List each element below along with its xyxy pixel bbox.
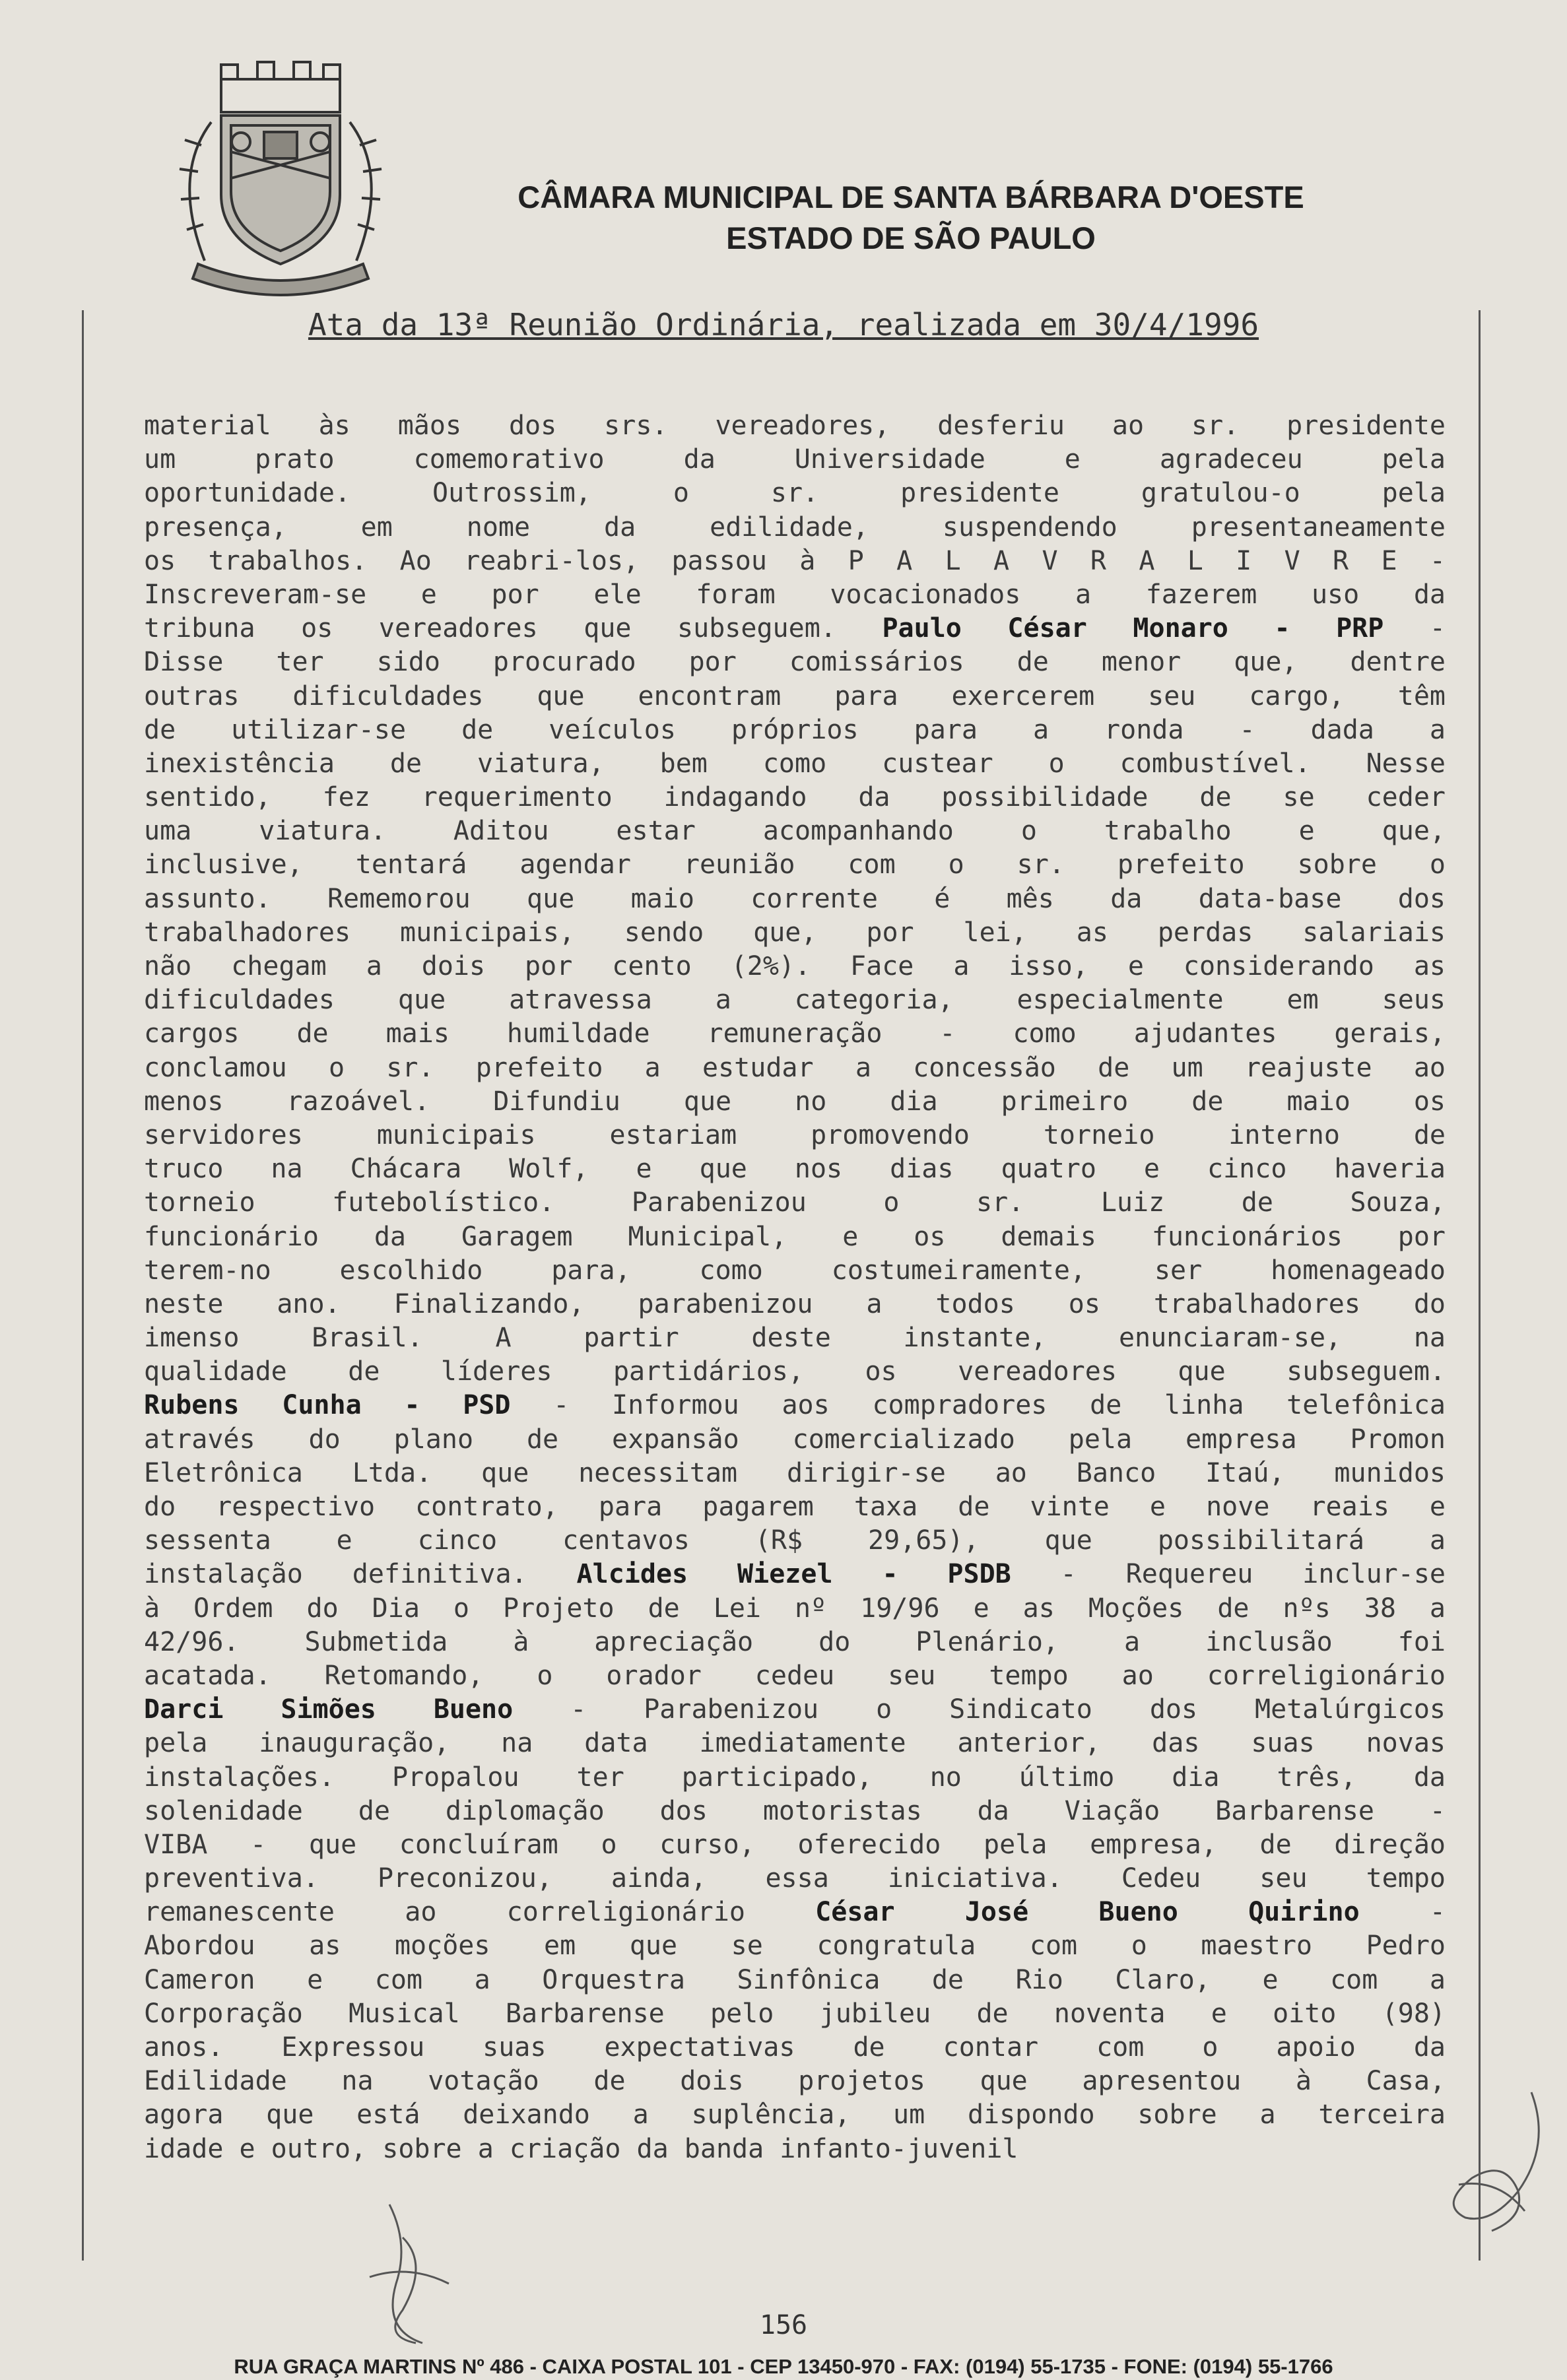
text-line <box>144 916 1446 950</box>
text-segment: os trabalhos. Ao reabri-los, passou à P A L A V R A L I V R E - <box>144 545 1446 576</box>
text-line <box>144 814 1446 848</box>
text-segment: trabalhadores municipais, sendo que, por lei, as perdas salariais <box>144 917 1446 948</box>
text-segment: inclusive, tentará agendar reunião com o sr. prefeito sobre o <box>144 849 1446 880</box>
text-segment: inexistência de viatura, bem como custear o combustível. Nesse <box>144 748 1446 779</box>
text-segment: pela inauguração, na data imediatamente anterior, das suas novas <box>144 1728 1446 1759</box>
left-border-rule <box>82 310 84 2261</box>
institution-header <box>422 177 1399 259</box>
text-segment: VIBA - que concluíram o curso, oferecido pela empresa, de direção <box>144 1829 1446 1860</box>
text-line <box>144 1017 1446 1051</box>
signature-bottom-right <box>1432 2086 1551 2244</box>
text-segment: Edilidade na votação de dois projetos que apresentou à Casa, <box>144 2066 1446 2097</box>
text-segment: instalação definitiva. <box>144 1559 577 1590</box>
text-segment: assunto. Rememorou que maio corrente é mês da data-base dos <box>144 883 1446 914</box>
page-number: 156 <box>759 2310 808 2340</box>
text-segment: através do plano de expansão comercializado pela empresa Promon <box>144 1424 1446 1455</box>
text-segment: acatada. Retomando, o orador cedeu seu tempo ao correligionário <box>144 1660 1446 1691</box>
text-segment: instalações. Propalou ter participado, no último dia três, da <box>144 1762 1446 1793</box>
text-segment: menos razoável. Difundiu que no dia primeiro de maio os <box>144 1086 1446 1117</box>
text-line <box>144 1727 1446 1760</box>
text-segment: oportunidade. Outrossim, o sr. presidente gratulou-o pela <box>144 478 1446 509</box>
text-line <box>144 1659 1446 1693</box>
text-segment: sessenta e cinco centavos (R$ 29,65), que possibilitará a <box>144 1525 1446 1556</box>
text-line <box>144 1254 1446 1288</box>
text-line <box>144 1389 1446 1422</box>
text-segment: - Informou aos compradores de linha telefônica <box>510 1390 1446 1421</box>
text-segment: neste ano. Finalizando, parabenizou a todos os trabalhadores do <box>144 1288 1446 1319</box>
text-line <box>144 409 1446 443</box>
minutes-title: Ata da 13ª Reunião Ordinária, realizada em 30/4/1996 <box>308 307 1259 343</box>
speaker-name: Darci Simões Bueno <box>144 1694 514 1725</box>
text-segment: não chegam a dois por cento (2%). Face a isso, e considerando as <box>144 951 1446 981</box>
text-line <box>144 578 1446 612</box>
text-line <box>144 477 1446 510</box>
text-segment: outras dificuldades que encontram para exercerem seu cargo, têm <box>144 680 1446 711</box>
text-line <box>144 1592 1446 1626</box>
text-line <box>144 1524 1446 1558</box>
text-line <box>144 1997 1446 2031</box>
text-line <box>144 1321 1446 1355</box>
text-line <box>144 443 1446 477</box>
text-segment: preventiva. Preconizou, ainda, essa iniciativa. Cedeu seu tempo <box>144 1863 1446 1894</box>
text-segment: imenso Brasil. A partir deste instante, enunciaram-se, na <box>144 1323 1446 1354</box>
text-line <box>144 1220 1446 1254</box>
text-line <box>144 1693 1446 1727</box>
text-segment: um prato comemorativo da Universidade e agradeceu pela <box>144 444 1446 475</box>
text-line <box>144 1761 1446 1795</box>
text-line <box>144 1423 1446 1457</box>
text-line <box>144 747 1446 781</box>
text-line <box>144 1929 1446 1963</box>
text-segment: Abordou as moções em que se congratula com o maestro Pedro <box>144 1931 1446 1962</box>
text-segment: terem-no escolhido para, como costumeiramente, ser homenageado <box>144 1255 1446 1286</box>
institution-name: CÂMARA MUNICIPAL DE SANTA BÁRBARA D'OESTE <box>517 180 1304 215</box>
text-line <box>144 713 1446 747</box>
text-line <box>144 645 1446 679</box>
text-line <box>144 1896 1446 1929</box>
speaker-name: César José Bueno Quirino <box>815 1897 1360 1928</box>
text-segment: - Requereu inclur-se <box>1011 1559 1446 1590</box>
text-line <box>144 1457 1446 1490</box>
text-line <box>144 1186 1446 1220</box>
text-line <box>144 1964 1446 1997</box>
text-segment: à Ordem do Dia o Projeto de Lei nº 19/96 e as Moções de nºs 38 a <box>144 1593 1446 1624</box>
text-line <box>144 1828 1446 1862</box>
text-segment: funcionário da Garagem Municipal, e os demais funcionários por <box>144 1221 1446 1252</box>
text-segment: anos. Expressou suas expectativas de contar com o apoio da <box>144 2032 1446 2063</box>
text-segment: cargos de mais humildade remuneração - como ajudantes gerais, <box>144 1018 1446 1049</box>
text-line <box>144 1862 1446 1896</box>
text-line <box>144 2065 1446 2098</box>
text-segment: torneio futebolístico. Parabenizou o sr. Luiz de Souza, <box>144 1187 1446 1218</box>
right-border-rule <box>1479 310 1481 2261</box>
text-segment: Eletrônica Ltda. que necessitam dirigir-se ao Banco Itaú, munidos <box>144 1457 1446 1488</box>
text-segment: Inscreveram-se e por ele foram vocacionados a fazerem uso da <box>144 579 1446 610</box>
text-line <box>144 1085 1446 1119</box>
text-line <box>144 1288 1446 1321</box>
text-line <box>144 2031 1446 2065</box>
text-line <box>144 511 1446 545</box>
text-line <box>144 882 1446 916</box>
text-segment: material às mãos dos srs. vereadores, desferiu ao sr. presidente <box>144 411 1446 441</box>
speaker-name: Alcides Wiezel - PSDB <box>576 1559 1011 1590</box>
footer-address: RUA GRAÇA MARTINS Nº 486 - CAIXA POSTAL 101 - CEP 13450-970 - FAX: (0194) 55-1735 - FONE: (0194) 55-1766 <box>234 2355 1333 2378</box>
text-line <box>144 848 1446 882</box>
text-segment: truco na Chácara Wolf, e que nos dias quatro e cinco haveria <box>144 1154 1446 1185</box>
text-segment: Corporação Musical Barbarense pelo jubileu de noventa e oito (98) <box>144 1998 1446 2029</box>
text-line <box>144 612 1446 645</box>
text-segment: - <box>1359 1897 1446 1928</box>
text-segment: 42/96. Submetida à apreciação do Plenário, a inclusão foi <box>144 1626 1446 1657</box>
text-line <box>144 680 1446 713</box>
text-segment: idade e outro, sobre a criação da banda infanto-juvenil <box>144 2133 1018 2164</box>
text-line <box>144 1795 1446 1828</box>
text-segment: qualidade de líderes partidários, os vereadores que subseguem. <box>144 1356 1446 1387</box>
text-segment: Disse ter sido procurado por comissários de menor que, dentre <box>144 647 1446 678</box>
municipal-coat-of-arms <box>165 59 396 297</box>
text-segment: tribuna os vereadores que subseguem. <box>144 613 883 644</box>
speaker-name: Paulo César Monaro - PRP <box>882 613 1384 644</box>
minutes-body <box>144 409 1446 2166</box>
text-segment: solenidade de diplomação dos motoristas da Viação Barbarense - <box>144 1795 1446 1826</box>
text-segment: conclamou o sr. prefeito a estudar a concessão de um reajuste ao <box>144 1052 1446 1083</box>
text-segment: uma viatura. Aditou estar acompanhando o trabalho e que, <box>144 816 1446 847</box>
text-line <box>144 1490 1446 1524</box>
text-segment: remanescente ao correligionário <box>144 1897 816 1928</box>
text-segment: presença, em nome da edilidade, suspendendo presentaneamente <box>144 512 1446 543</box>
speaker-name: Rubens Cunha - PSD <box>144 1390 511 1421</box>
text-line <box>144 1558 1446 1591</box>
text-segment: de utilizar-se de veículos próprios para a ronda - dada a <box>144 714 1446 745</box>
text-line <box>144 1152 1446 1186</box>
text-line <box>144 950 1446 983</box>
text-segment: do respectivo contrato, para pagarem taxa de vinte e nove reais e <box>144 1492 1446 1522</box>
text-line <box>144 1119 1446 1152</box>
text-segment: dificuldades que atravessa a categoria, especialmente em seus <box>144 985 1446 1016</box>
text-line <box>144 1051 1446 1085</box>
text-line <box>144 2132 1446 2166</box>
text-line <box>144 545 1446 578</box>
text-line <box>144 1355 1446 1389</box>
text-segment: - Parabenizou o Sindicato dos Metalúrgicos <box>513 1694 1446 1725</box>
text-line <box>144 2098 1446 2132</box>
text-segment: - <box>1384 613 1446 644</box>
text-line <box>144 781 1446 814</box>
text-line <box>144 1626 1446 1659</box>
text-segment: servidores municipais estariam promovendo torneio interno de <box>144 1119 1446 1150</box>
state-name: ESTADO DE SÃO PAULO <box>726 220 1096 255</box>
text-segment: agora que está deixando a suplência, um dispondo sobre a terceira <box>144 2099 1446 2131</box>
text-line <box>144 983 1446 1017</box>
text-segment: sentido, fez requerimento indagando da possibilidade de se ceder <box>144 782 1446 813</box>
text-segment: Cameron e com a Orquestra Sinfônica de Rio Claro, e com a <box>144 1964 1446 1995</box>
